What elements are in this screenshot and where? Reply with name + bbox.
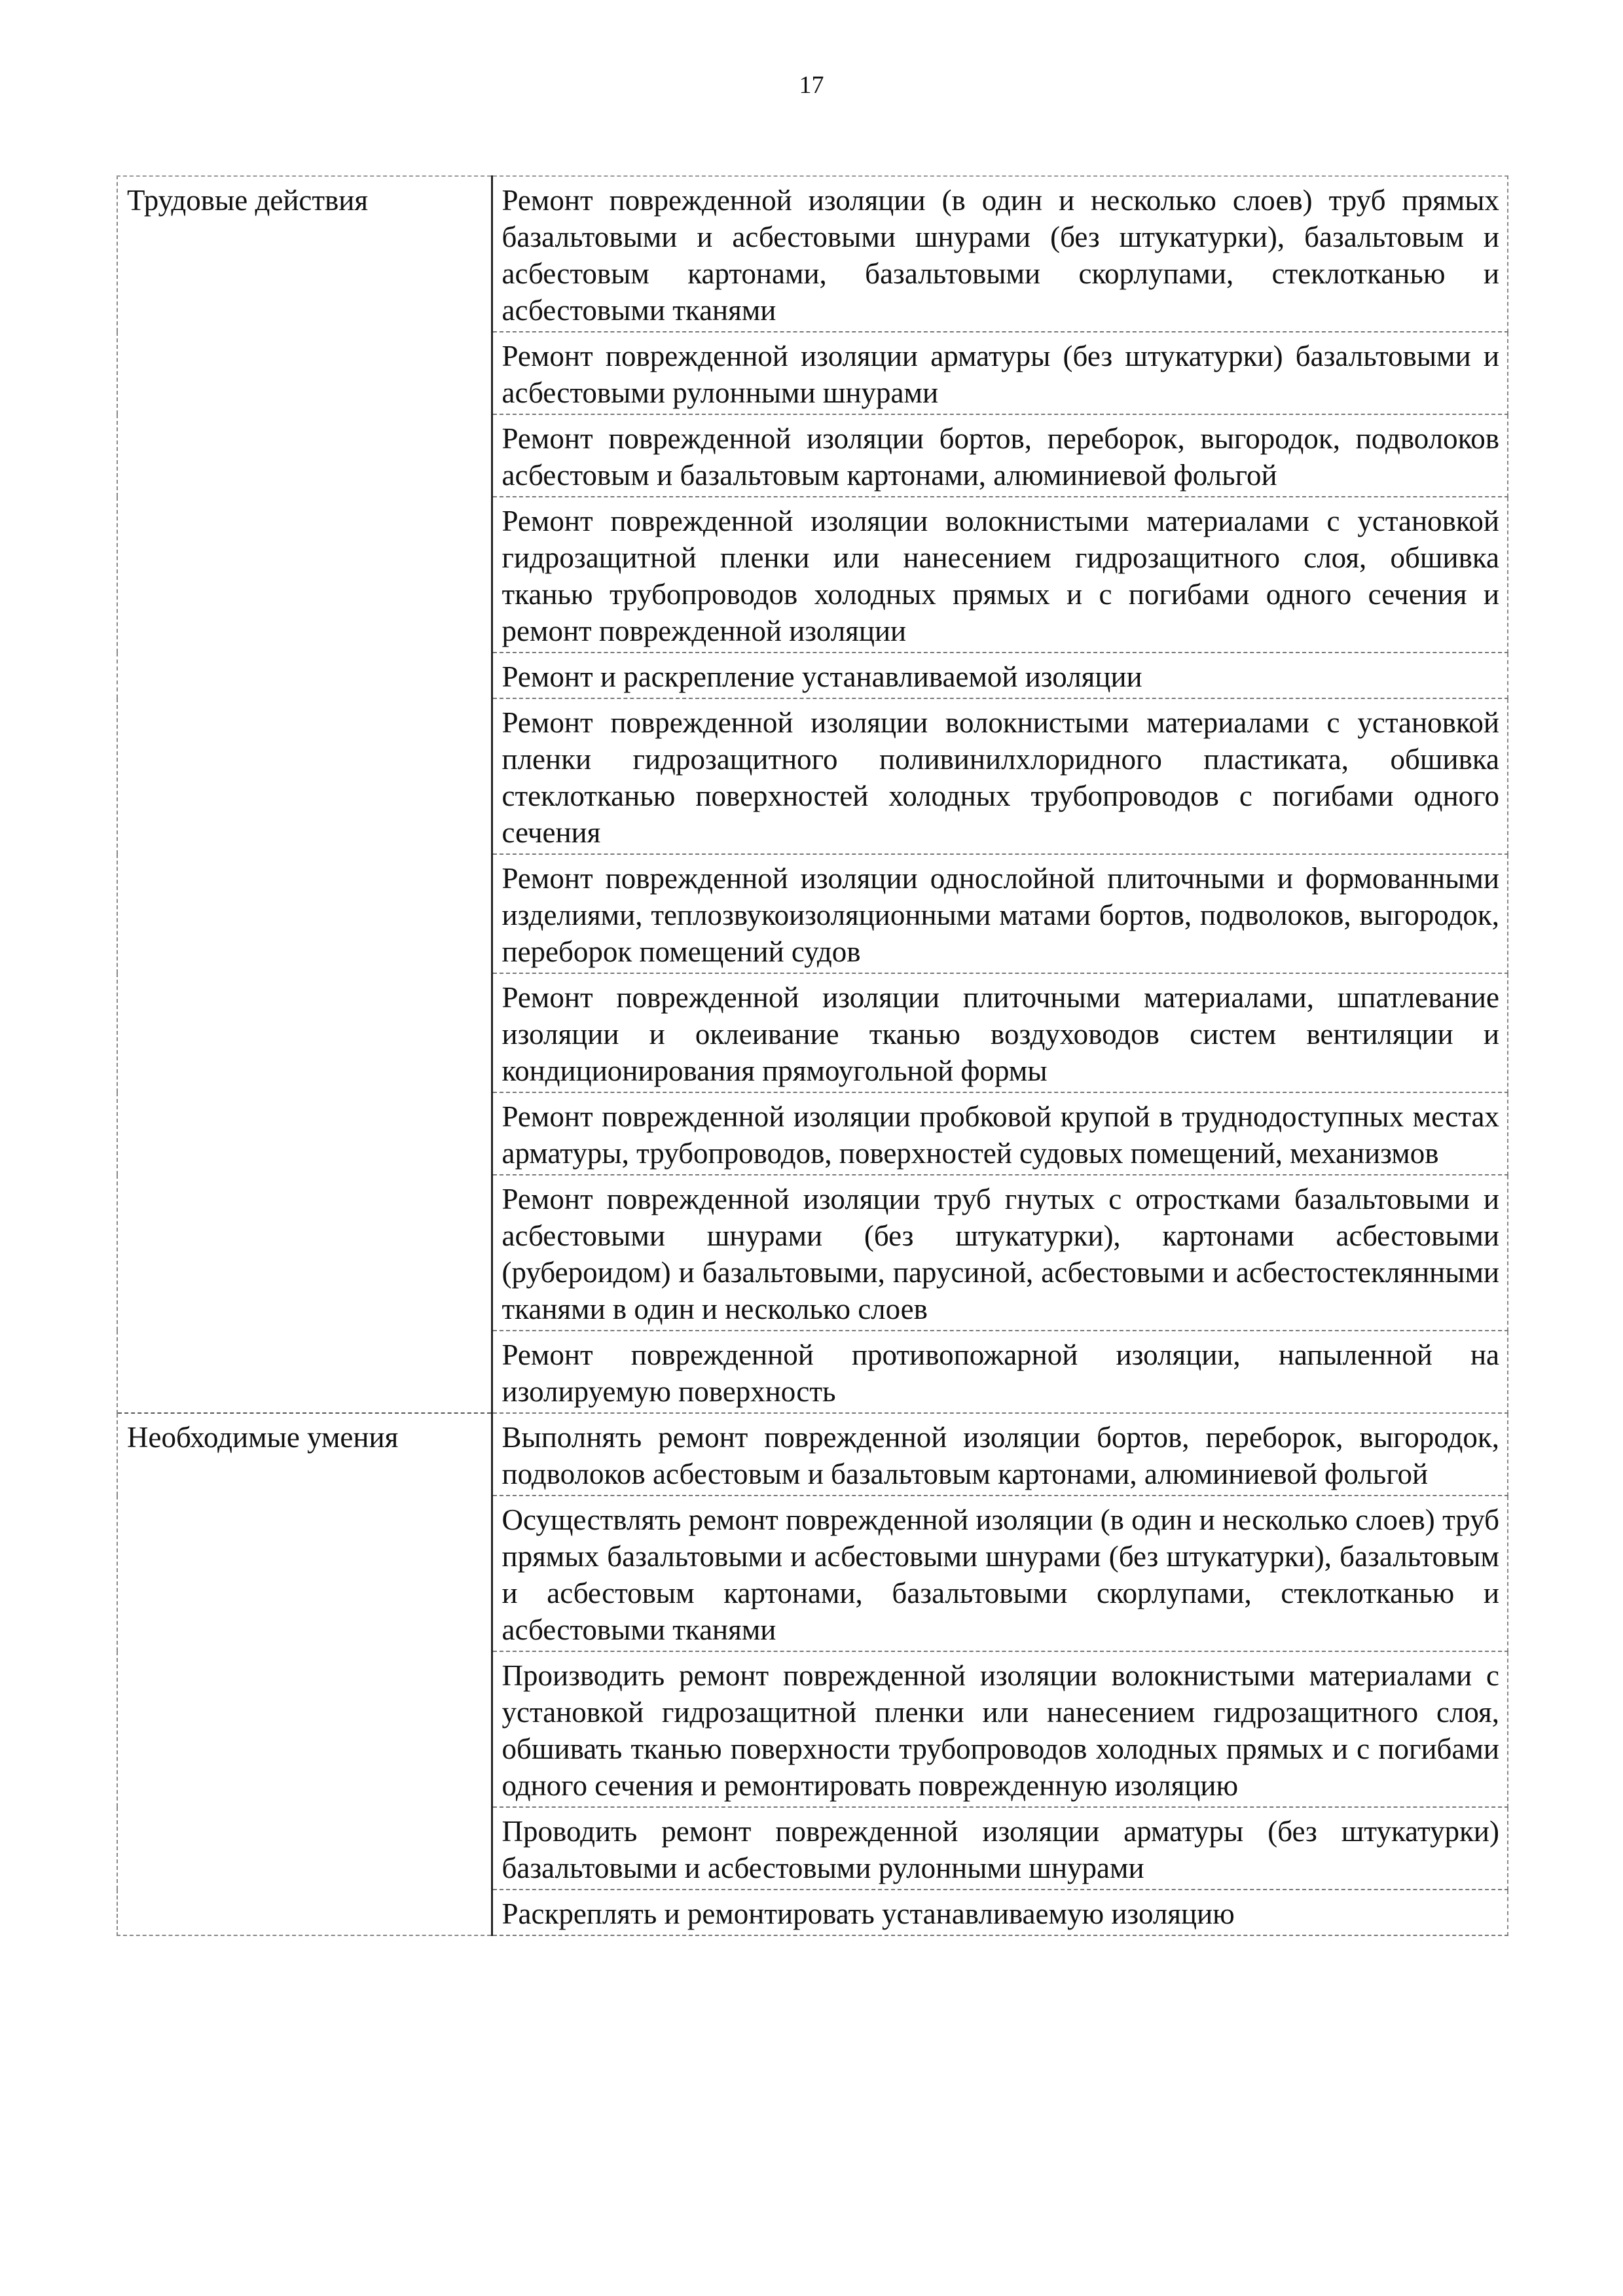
labor-action-item: Ремонт поврежденной изоляции бортов, переборок, выгородок, подволоков асбестовым и базальтовым картонами, алюминиевой фольгой — [492, 414, 1508, 497]
required-skill-item: Раскреплять и ремонтировать устанавливаемую изоляцию — [492, 1890, 1508, 1935]
table-row — [117, 1413, 1508, 1496]
labor-action-item: Ремонт поврежденной изоляции волокнистыми материалами с установкой гидрозащитной пленки или нанесением гидрозащитного слоя, обшивка тканью трубопроводов холодных прямых и с погибами одного сечения и ремонт поврежденной изоляции — [492, 497, 1508, 653]
section-label-labor-actions: Трудовые действия — [117, 176, 492, 1413]
labor-action-item: Ремонт поврежденной изоляции труб гнутых с отростками базальтовыми и асбестовыми шнурами (без штукатурки), картонами асбестовыми (рубероидом) и базальтовыми, парусиной, асбестовыми и асбестостеклянными тканями в один и несколько слоев — [492, 1175, 1508, 1331]
labor-action-item: Ремонт и раскрепление устанавливаемой изоляции — [492, 653, 1508, 698]
labor-action-item: Ремонт поврежденной противопожарной изоляции, напыленной на изолируемую поверхность — [492, 1331, 1508, 1413]
required-skill-item: Производить ремонт поврежденной изоляции волокнистыми материалами с установкой гидрозащитной пленки или нанесением гидрозащитного слоя, обшивать тканью поверхности трубопроводов холодных прямых и с погибами одного сечения и ремонтировать поврежденную изоляцию — [492, 1651, 1508, 1807]
labor-action-item: Ремонт поврежденной изоляции волокнистыми материалами с установкой пленки гидрозащитного поливинилхлоридного пластиката, обшивка стеклотканью поверхностей холодных трубопроводов с погибами одного сечения — [492, 698, 1508, 854]
labor-action-item: Ремонт поврежденной изоляции пробковой крупой в труднодоступных местах арматуры, трубопроводов, поверхностей судовых помещений, механизмов — [492, 1092, 1508, 1175]
section-label-required-skills: Необходимые умения — [117, 1413, 492, 1935]
labor-action-item: Ремонт поврежденной изоляции однослойной плиточными и формованными изделиями, теплозвукоизоляционными матами бортов, подволоков, выгородок, переборок помещений судов — [492, 854, 1508, 973]
required-skill-item: Выполнять ремонт поврежденной изоляции бортов, переборок, выгородок, подволоков асбестовым и базальтовым картонами, алюминиевой фольгой — [492, 1413, 1508, 1496]
table-row — [117, 176, 1508, 332]
required-skill-item: Осуществлять ремонт поврежденной изоляции (в один и несколько слоев) труб прямых базальтовыми и асбестовыми шнурами (без штукатурки), базальтовым и асбестовым картонами, базальтовыми скорлупами, стеклотканью и асбестовыми тканями — [492, 1496, 1508, 1651]
labor-action-item: Ремонт поврежденной изоляции арматуры (без штукатурки) базальтовыми и асбестовыми рулонными шнурами — [492, 332, 1508, 414]
required-skill-item: Проводить ремонт поврежденной изоляции арматуры (без штукатурки) базальтовыми и асбестовыми рулонными шнурами — [492, 1807, 1508, 1890]
competency-table — [117, 175, 1508, 1936]
labor-action-item: Ремонт поврежденной изоляции плиточными материалами, шпатлевание изоляции и оклеивание тканью воздуховодов систем вентиляции и кондиционирования прямоугольной формы — [492, 973, 1508, 1092]
page-number: 17 — [799, 71, 824, 99]
labor-action-item: Ремонт поврежденной изоляции (в один и несколько слоев) труб прямых базальтовыми и асбестовыми шнурами (без штукатурки), базальтовым и асбестовым картонами, базальтовыми скорлупами, стеклотканью и асбестовыми тканями — [492, 176, 1508, 332]
